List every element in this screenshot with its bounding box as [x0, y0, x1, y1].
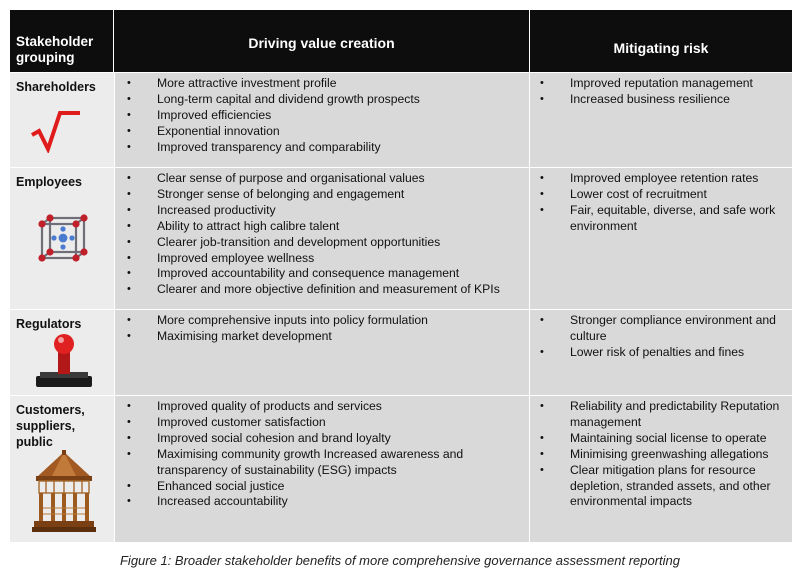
list-item: • Ability to attract high calibre talent — [125, 219, 529, 235]
value-list — [125, 313, 529, 345]
risk-list — [538, 171, 792, 235]
risk-list — [538, 399, 792, 510]
list-item: • Increased accountability — [125, 494, 529, 510]
header-stakeholder-grouping: Stakeholder grouping — [16, 34, 94, 65]
rubber-stamp-icon — [30, 332, 96, 390]
risk-list — [538, 76, 792, 108]
list-item: • Improved social cohesion and brand loyalty — [125, 431, 529, 447]
header-driving-value-creation: Driving value creation — [113, 10, 530, 72]
table-row-customers — [10, 396, 792, 542]
list-item: • Exponential innovation — [125, 124, 529, 140]
list-item: • Reliability and predictability Reputation management — [538, 399, 792, 431]
list-item: • Improved efficiencies — [125, 108, 529, 124]
list-item: • Stronger compliance environment and culture — [538, 313, 792, 345]
list-item: • Maximising community growth Increased awareness and transparency of sustainability (ESG) impacts — [125, 447, 529, 479]
list-item: • Improved reputation management — [538, 76, 792, 92]
list-item: • More attractive investment profile — [125, 76, 529, 92]
list-item: • More comprehensive inputs into policy formulation — [125, 313, 529, 329]
figure-caption: Figure 1: Broader stakeholder benefits of more comprehensive governance assessment reporting — [119, 553, 681, 568]
stakeholder-table — [10, 10, 792, 542]
list-item: • Minimising greenwashing allegations — [538, 447, 792, 463]
table-row-shareholders — [10, 73, 792, 168]
list-item: • Long-term capital and dividend growth prospects — [125, 92, 529, 108]
list-item: • Lower risk of penalties and fines — [538, 345, 792, 361]
list-item: • Improved employee retention rates — [538, 171, 792, 187]
list-item: • Lower cost of recruitment — [538, 187, 792, 203]
list-item: • Clearer and more objective definition and measurement of KPIs — [125, 282, 529, 298]
group-label: Regulators — [16, 317, 82, 331]
list-item: • Improved accountability and consequence management — [125, 266, 529, 282]
gazebo-icon — [32, 450, 96, 534]
list-item: • Maintaining social license to operate — [538, 431, 792, 447]
group-label: Shareholders — [16, 80, 96, 94]
square-root-icon — [28, 109, 82, 153]
list-item: • Enhanced social justice — [125, 479, 529, 495]
list-item: • Maximising market development — [125, 329, 529, 345]
risk-list — [538, 313, 792, 361]
table-row-employees — [10, 168, 792, 310]
value-list — [125, 399, 529, 510]
group-label: Employees — [16, 175, 83, 189]
header-mitigating-risk: Mitigating risk — [613, 40, 709, 56]
value-list — [125, 76, 529, 156]
list-item: • Fair, equitable, diverse, and safe work environment — [538, 203, 792, 235]
list-item: • Clear sense of purpose and organisational values — [125, 171, 529, 187]
molecule-cube-icon — [34, 212, 90, 268]
value-list — [125, 171, 529, 298]
group-label: Customers, suppliers, public — [16, 403, 85, 449]
list-item: • Improved employee wellness — [125, 251, 529, 267]
list-item: • Increased productivity — [125, 203, 529, 219]
list-item: • Improved quality of products and services — [125, 399, 529, 415]
list-item: • Stronger sense of belonging and engagement — [125, 187, 529, 203]
list-item: • Clearer job-transition and development opportunities — [125, 235, 529, 251]
list-item: • Increased business resilience — [538, 92, 792, 108]
list-item: • Improved transparency and comparability — [125, 140, 529, 156]
table-header — [10, 10, 792, 73]
list-item: • Clear mitigation plans for resource depletion, stranded assets, and other environmental impacts — [538, 463, 792, 511]
table-row-regulators — [10, 310, 792, 396]
list-item: • Improved customer satisfaction — [125, 415, 529, 431]
